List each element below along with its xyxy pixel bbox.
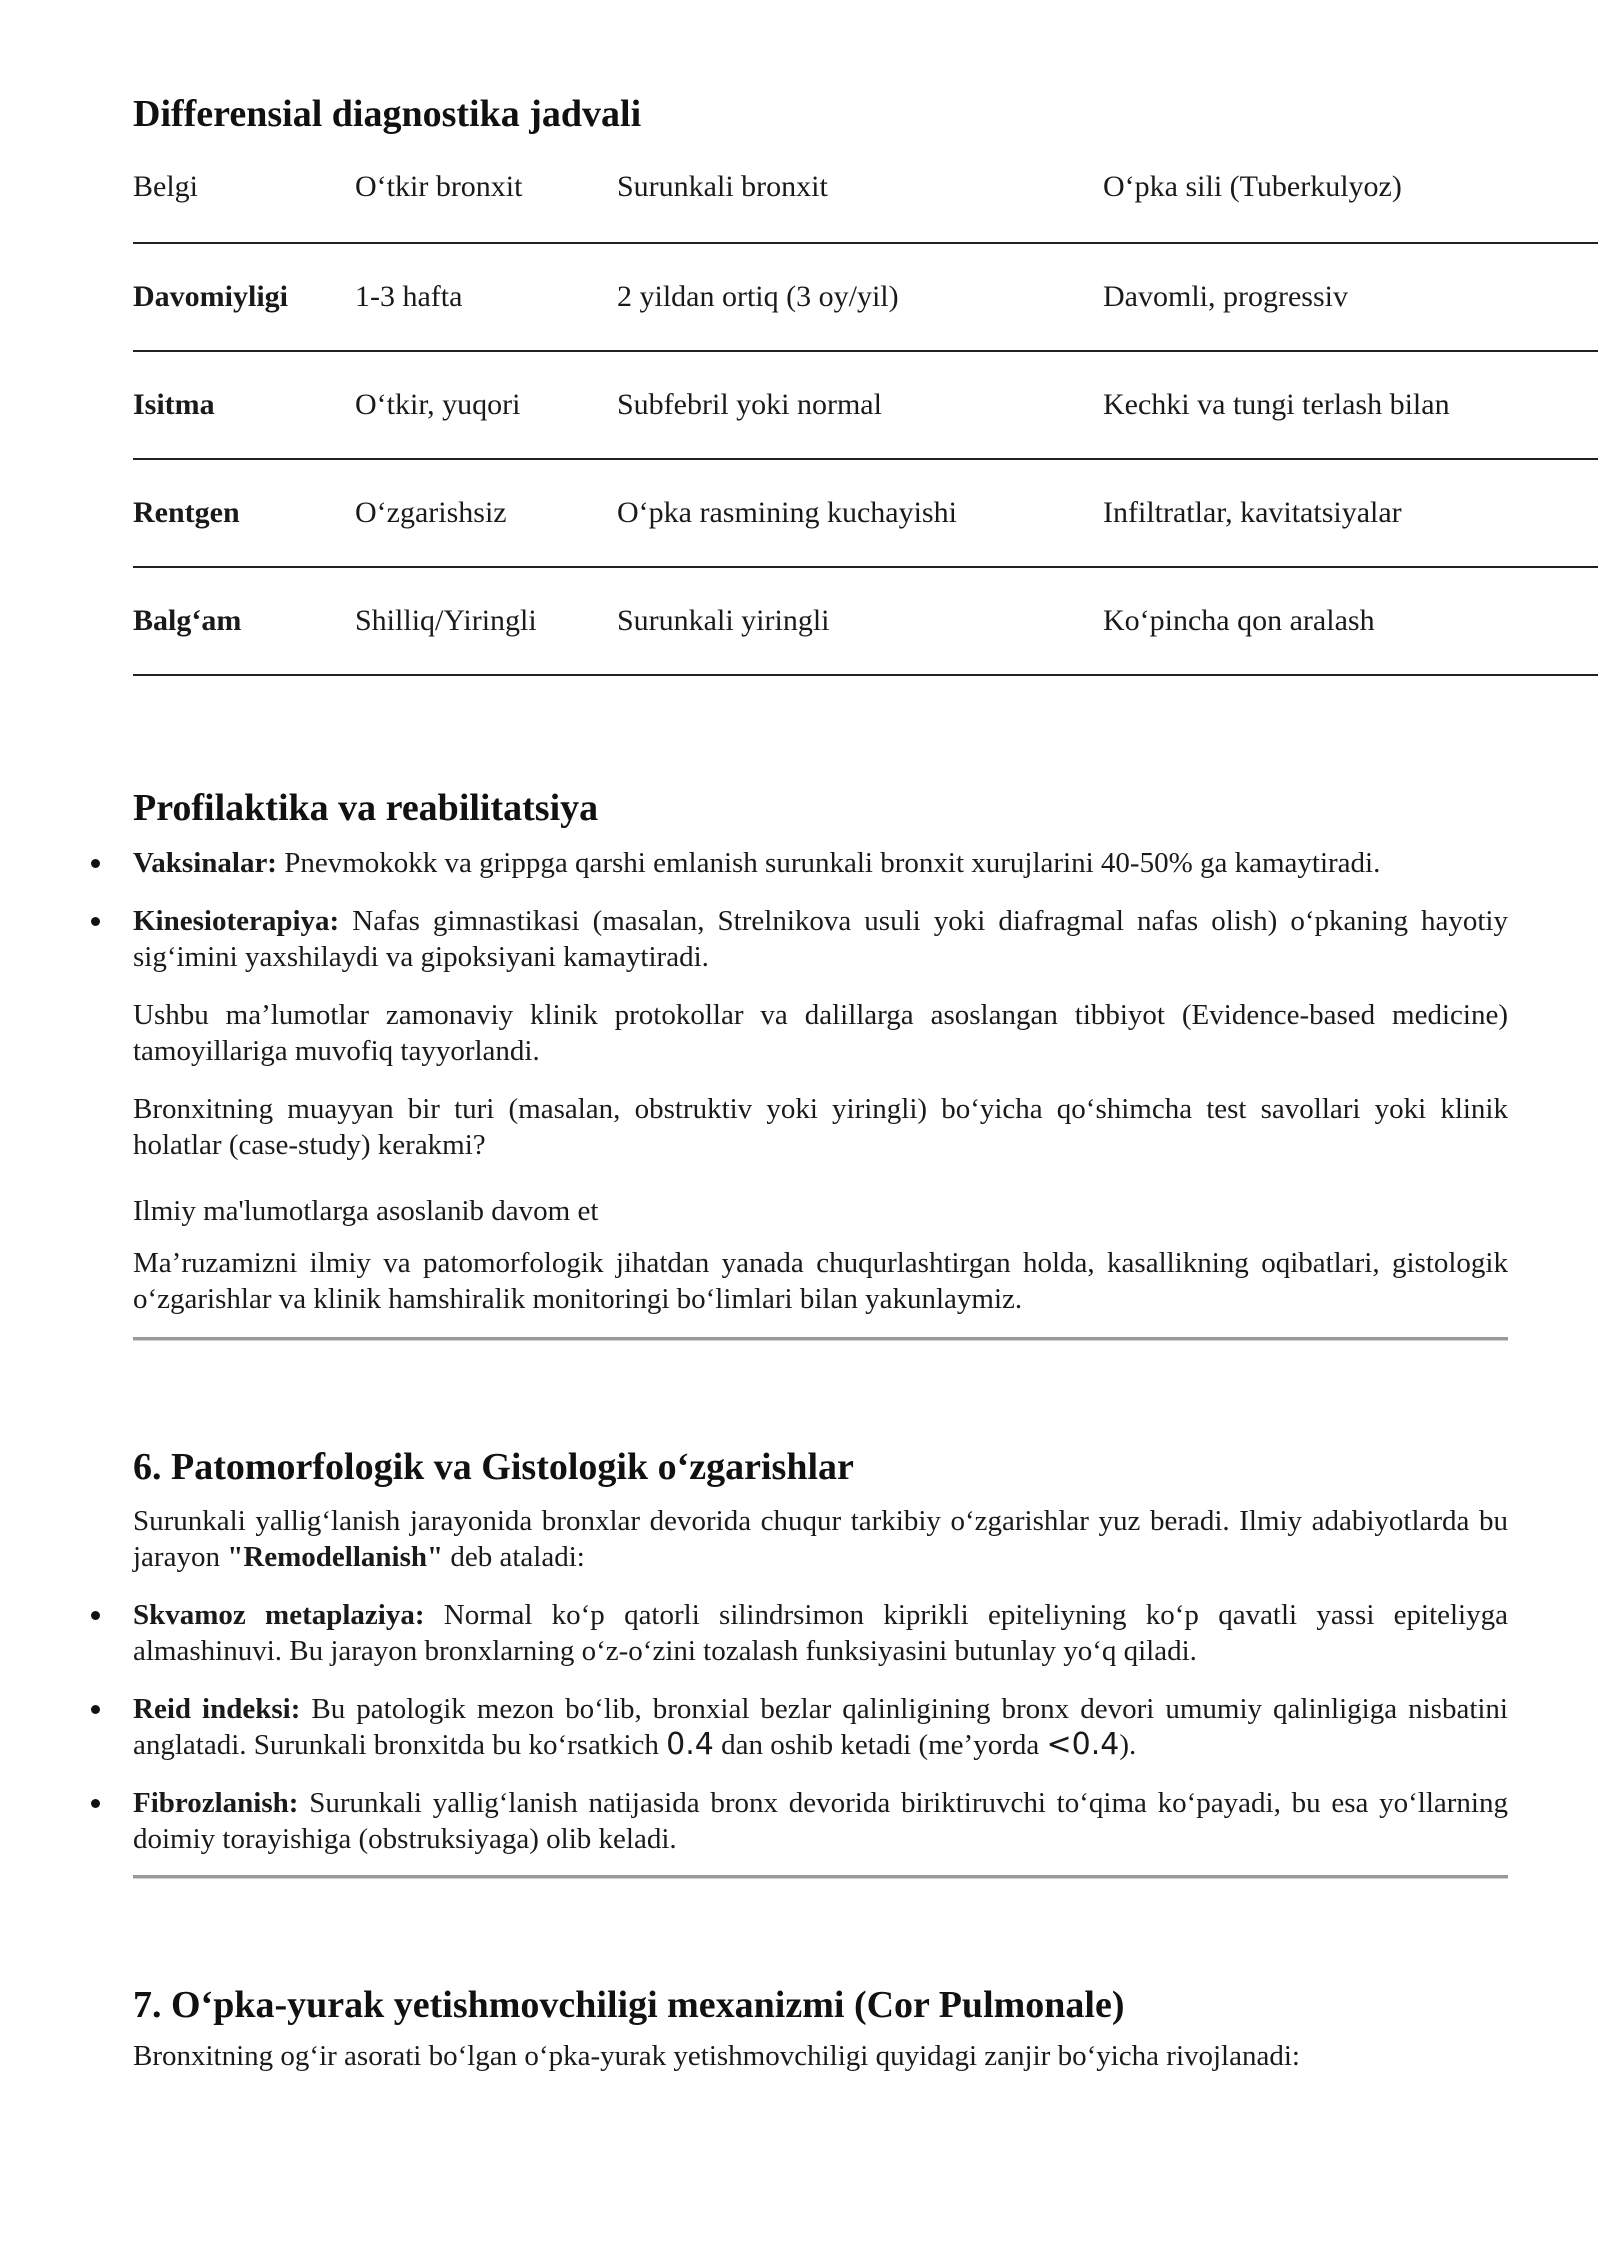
- item-text: ).: [1119, 1728, 1137, 1761]
- section-title-profilaktika: Profilaktika va reabilitatsiya: [133, 786, 599, 829]
- intro-text: Surunkali yallig‘lanish jarayonida bronxlar devorida chuqur tarkibiy o‘zgarishlar yuz beradi. Ilmiy adabiyotlarda bu jarayon: [133, 1504, 1508, 1573]
- table-cell: Kechki va tungi terlash bilan: [1103, 351, 1598, 459]
- bullet-icon: [91, 1799, 100, 1808]
- list-item: [133, 1785, 1508, 1857]
- header-cell: O‘pka sili (Tuberkulyoz): [1103, 170, 1598, 243]
- table-cell: 2 yildan ortiq (3 oy/yil): [617, 243, 1103, 351]
- item-text: Pnevmokokk va grippga qarshi emlanish surunkali bronxit xurujlarini 40-50% ga kamaytiradi.: [276, 847, 1381, 880]
- paragraph: Ma’ruzamizni ilmiy va patomorfologik jihatdan yanada chuqurlashtirgan holda, kasallikning oqibatlari, gistologik o‘zgarishlar va klinik hamshiralik monitoringi bo‘limlari bilan yakunlaymiz.: [133, 1247, 1508, 1316]
- table-cell: Surunkali yiringli: [617, 567, 1103, 675]
- table-row: [133, 459, 1598, 567]
- profilaktika-body: [133, 845, 1508, 1317]
- intro-text: deb ataladi:: [443, 1540, 585, 1573]
- item-text: dan oshib ketadi (me’yorda: [713, 1728, 1047, 1761]
- reid-normal: <0.4: [1046, 1726, 1120, 1762]
- divider: [133, 1337, 1508, 1341]
- row-label: Isitma: [133, 351, 355, 459]
- ddx-title: Differensial diagnostika jadvali: [133, 93, 642, 135]
- table-cell: Ko‘pincha qon aralash: [1103, 567, 1598, 675]
- item-text: Bu patologik mezon bo‘lib, bronxial bezlar qalinligining bronx devori umumiy qalinligiga nisbatini anglatadi. Surunkali bronxitda bu ko‘rsatkich: [133, 1692, 1508, 1761]
- item-label: Fibrozlanish:: [133, 1786, 299, 1819]
- section6-list: [133, 1597, 1508, 1857]
- item-text: Surunkali yallig‘lanish natijasida bronx devorida biriktiruvchi to‘qima ko‘payadi, bu esa yo‘llarning doimiy torayishiga (obstruksiyaga) olib keladi.: [133, 1786, 1508, 1855]
- header-cell: Surunkali bronxit: [617, 170, 1103, 243]
- section6-body: [133, 1503, 1508, 1857]
- item-text: Normal ko‘p qatorli silindrsimon kiprikli epiteliyning ko‘p qavatli yassi epiteliyga almashinuvi. Bu jarayon bronxlarning o‘z-o‘zini tozalash funksiyasini butunlay yo‘q qiladi.: [133, 1598, 1508, 1667]
- table-cell: Infiltratlar, kavitatsiyalar: [1103, 459, 1598, 567]
- table-cell: O‘tkir, yuqori: [355, 351, 617, 459]
- table-cell: Shilliq/Yiringli: [355, 567, 617, 675]
- section-title-7: 7. O‘pka-yurak yetishmovchiligi mexanizmi (Cor Pulmonale): [133, 1983, 1125, 2026]
- table-row: [133, 567, 1598, 675]
- bullet-icon: [91, 1705, 100, 1714]
- list-item: [133, 1691, 1508, 1763]
- paragraph: Ushbu ma’lumotlar zamonaviy klinik protokollar va dalillarga asoslangan tibbiyot (Evidence-based medicine) tamoyillariga muvofiq tayyorlandi.: [133, 999, 1508, 1068]
- section-title-6: 6. Patomorfologik va Gistologik o‘zgarishlar: [133, 1446, 854, 1489]
- item-label: Kinesioterapiya:: [133, 905, 340, 938]
- row-label: Davomiyligi: [133, 243, 355, 351]
- table-cell: Davomli, progressiv: [1103, 243, 1598, 351]
- table-row: [133, 243, 1598, 351]
- profilaktika-list: [133, 845, 1508, 975]
- bullet-icon: [91, 917, 100, 926]
- ddx-table: [133, 170, 1598, 676]
- table-cell: O‘pka rasmining kuchayishi: [617, 459, 1103, 567]
- list-item: [133, 1597, 1508, 1669]
- divider: [133, 1875, 1508, 1879]
- item-label: Skvamoz metaplaziya:: [133, 1598, 425, 1631]
- paragraph: Ilmiy ma'lumotlarga asoslanib davom et: [133, 1195, 599, 1228]
- table-cell: 1-3 hafta: [355, 243, 617, 351]
- row-label: Balg‘am: [133, 567, 355, 675]
- section7-body: [133, 2038, 1508, 2074]
- paragraph: Bronxitning og‘ir asorati bo‘lgan o‘pka-yurak yetishmovchiligi quyidagi zanjir bo‘yicha rivojlanadi:: [133, 2040, 1300, 2073]
- bullet-icon: [91, 859, 100, 868]
- paragraph: Bronxitning muayyan bir turi (masalan, obstruktiv yoki yiringli) bo‘yicha qo‘shimcha test savollari yoki klinik holatlar (case-study) kerakmi?: [133, 1093, 1508, 1162]
- item-text: Nafas gimnastikasi (masalan, Strelnikova usuli yoki diafragmal nafas olish) o‘pkaning hayotiy sig‘imini yaxshilaydi va gipoksiyani kamaytiradi.: [133, 905, 1508, 974]
- bullet-icon: [91, 1611, 100, 1620]
- reid-threshold: 0.4: [666, 1726, 714, 1762]
- paragraph: [133, 1503, 1508, 1575]
- table-cell: O‘zgarishsiz: [355, 459, 617, 567]
- item-label: Reid indeksi:: [133, 1692, 301, 1725]
- header-cell: Belgi: [133, 170, 355, 243]
- header-cell: O‘tkir bronxit: [355, 170, 617, 243]
- document-content: [133, 92, 1598, 2096]
- table-cell: Subfebril yoki normal: [617, 351, 1103, 459]
- list-item: [133, 903, 1508, 975]
- intro-term: "Remodellanish": [227, 1540, 444, 1573]
- table-row: [133, 351, 1598, 459]
- item-label: Vaksinalar:: [133, 847, 277, 880]
- table-header-row: [133, 170, 1598, 243]
- row-label: Rentgen: [133, 459, 355, 567]
- list-item: [133, 845, 1508, 881]
